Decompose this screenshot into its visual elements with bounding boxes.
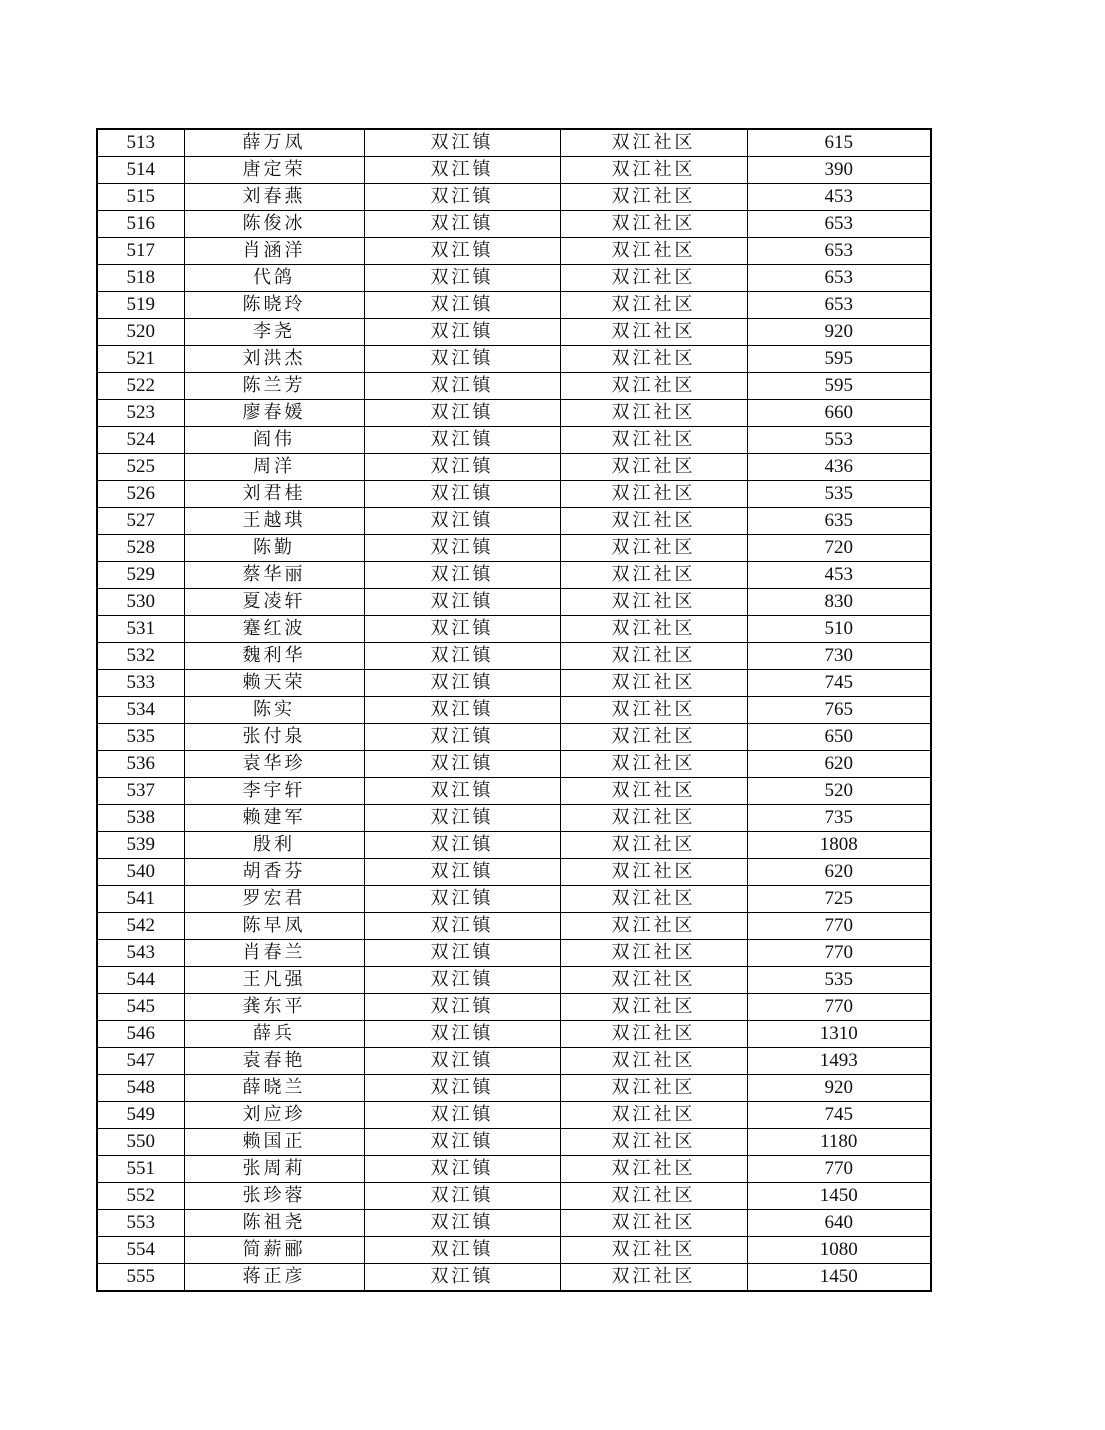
- town-cell: 双江镇: [364, 508, 560, 535]
- table-row: [97, 373, 931, 400]
- community-cell: 双江社区: [560, 1075, 747, 1102]
- table-row: [97, 292, 931, 319]
- person-name-cell: 袁春艳: [184, 1048, 364, 1075]
- town-cell: 双江镇: [364, 913, 560, 940]
- table-row: [97, 643, 931, 670]
- amount-cell: 1450: [747, 1183, 931, 1210]
- serial-number-cell: 522: [97, 373, 184, 400]
- community-cell: 双江社区: [560, 238, 747, 265]
- town-cell: 双江镇: [364, 211, 560, 238]
- serial-number-cell: 550: [97, 1129, 184, 1156]
- town-cell: 双江镇: [364, 778, 560, 805]
- amount-cell: 1080: [747, 1237, 931, 1264]
- amount-cell: 770: [747, 913, 931, 940]
- amount-cell: 390: [747, 157, 931, 184]
- table-row: [97, 1075, 931, 1102]
- amount-cell: 765: [747, 697, 931, 724]
- town-cell: 双江镇: [364, 886, 560, 913]
- serial-number-cell: 515: [97, 184, 184, 211]
- community-cell: 双江社区: [560, 211, 747, 238]
- serial-number-cell: 531: [97, 616, 184, 643]
- person-name-cell: 周洋: [184, 454, 364, 481]
- community-cell: 双江社区: [560, 1210, 747, 1237]
- amount-cell: 510: [747, 616, 931, 643]
- person-name-cell: 陈兰芳: [184, 373, 364, 400]
- community-cell: 双江社区: [560, 292, 747, 319]
- community-cell: 双江社区: [560, 697, 747, 724]
- community-cell: 双江社区: [560, 859, 747, 886]
- town-cell: 双江镇: [364, 1210, 560, 1237]
- community-cell: 双江社区: [560, 400, 747, 427]
- serial-number-cell: 537: [97, 778, 184, 805]
- town-cell: 双江镇: [364, 940, 560, 967]
- community-cell: 双江社区: [560, 265, 747, 292]
- amount-cell: 920: [747, 319, 931, 346]
- town-cell: 双江镇: [364, 346, 560, 373]
- amount-cell: 653: [747, 292, 931, 319]
- person-name-cell: 夏凌轩: [184, 589, 364, 616]
- serial-number-cell: 524: [97, 427, 184, 454]
- table-row: [97, 1156, 931, 1183]
- town-cell: 双江镇: [364, 184, 560, 211]
- amount-cell: 620: [747, 751, 931, 778]
- table-row: [97, 886, 931, 913]
- serial-number-cell: 526: [97, 481, 184, 508]
- serial-number-cell: 520: [97, 319, 184, 346]
- table-row: [97, 616, 931, 643]
- community-cell: 双江社区: [560, 670, 747, 697]
- town-cell: 双江镇: [364, 319, 560, 346]
- person-name-cell: 龚东平: [184, 994, 364, 1021]
- community-cell: 双江社区: [560, 535, 747, 562]
- table-row: [97, 562, 931, 589]
- community-cell: 双江社区: [560, 967, 747, 994]
- serial-number-cell: 548: [97, 1075, 184, 1102]
- serial-number-cell: 536: [97, 751, 184, 778]
- community-cell: 双江社区: [560, 319, 747, 346]
- community-cell: 双江社区: [560, 346, 747, 373]
- amount-cell: 650: [747, 724, 931, 751]
- table-row: [97, 211, 931, 238]
- town-cell: 双江镇: [364, 751, 560, 778]
- person-name-cell: 王凡强: [184, 967, 364, 994]
- amount-cell: 453: [747, 184, 931, 211]
- serial-number-cell: 528: [97, 535, 184, 562]
- person-name-cell: 陈早凤: [184, 913, 364, 940]
- community-cell: 双江社区: [560, 778, 747, 805]
- table-row: [97, 184, 931, 211]
- amount-cell: 1310: [747, 1021, 931, 1048]
- community-cell: 双江社区: [560, 373, 747, 400]
- table-row: [97, 1048, 931, 1075]
- community-cell: 双江社区: [560, 913, 747, 940]
- amount-cell: 745: [747, 1102, 931, 1129]
- person-name-cell: 殷利: [184, 832, 364, 859]
- amount-cell: 770: [747, 994, 931, 1021]
- table-row: [97, 1264, 931, 1292]
- table-row: [97, 535, 931, 562]
- amount-cell: 770: [747, 940, 931, 967]
- table-row: [97, 859, 931, 886]
- serial-number-cell: 549: [97, 1102, 184, 1129]
- community-cell: 双江社区: [560, 481, 747, 508]
- community-cell: 双江社区: [560, 1156, 747, 1183]
- table-row: [97, 1021, 931, 1048]
- table-row: [97, 805, 931, 832]
- town-cell: 双江镇: [364, 832, 560, 859]
- table-row: [97, 427, 931, 454]
- serial-number-cell: 552: [97, 1183, 184, 1210]
- serial-number-cell: 529: [97, 562, 184, 589]
- table-row: [97, 238, 931, 265]
- amount-cell: 620: [747, 859, 931, 886]
- town-cell: 双江镇: [364, 967, 560, 994]
- town-cell: 双江镇: [364, 670, 560, 697]
- serial-number-cell: 539: [97, 832, 184, 859]
- community-cell: 双江社区: [560, 805, 747, 832]
- roster-table: [96, 128, 932, 1292]
- person-name-cell: 蒋正彦: [184, 1264, 364, 1292]
- amount-cell: 436: [747, 454, 931, 481]
- person-name-cell: 薛晓兰: [184, 1075, 364, 1102]
- community-cell: 双江社区: [560, 1237, 747, 1264]
- town-cell: 双江镇: [364, 157, 560, 184]
- serial-number-cell: 542: [97, 913, 184, 940]
- serial-number-cell: 517: [97, 238, 184, 265]
- serial-number-cell: 547: [97, 1048, 184, 1075]
- person-name-cell: 代鸽: [184, 265, 364, 292]
- table-row: [97, 994, 931, 1021]
- person-name-cell: 薛兵: [184, 1021, 364, 1048]
- table-row: [97, 1183, 931, 1210]
- serial-number-cell: 540: [97, 859, 184, 886]
- town-cell: 双江镇: [364, 616, 560, 643]
- amount-cell: 640: [747, 1210, 931, 1237]
- serial-number-cell: 516: [97, 211, 184, 238]
- town-cell: 双江镇: [364, 1156, 560, 1183]
- roster-table-body: [97, 129, 931, 1291]
- table-row: [97, 967, 931, 994]
- table-row: [97, 508, 931, 535]
- town-cell: 双江镇: [364, 535, 560, 562]
- table-row: [97, 832, 931, 859]
- serial-number-cell: 525: [97, 454, 184, 481]
- town-cell: 双江镇: [364, 292, 560, 319]
- community-cell: 双江社区: [560, 751, 747, 778]
- serial-number-cell: 554: [97, 1237, 184, 1264]
- community-cell: 双江社区: [560, 1021, 747, 1048]
- table-row: [97, 940, 931, 967]
- table-row: [97, 481, 931, 508]
- amount-cell: 660: [747, 400, 931, 427]
- amount-cell: 453: [747, 562, 931, 589]
- serial-number-cell: 533: [97, 670, 184, 697]
- amount-cell: 653: [747, 265, 931, 292]
- amount-cell: 1493: [747, 1048, 931, 1075]
- amount-cell: 730: [747, 643, 931, 670]
- person-name-cell: 阎伟: [184, 427, 364, 454]
- town-cell: 双江镇: [364, 1237, 560, 1264]
- amount-cell: 1450: [747, 1264, 931, 1292]
- community-cell: 双江社区: [560, 616, 747, 643]
- community-cell: 双江社区: [560, 129, 747, 157]
- amount-cell: 635: [747, 508, 931, 535]
- person-name-cell: 陈晓玲: [184, 292, 364, 319]
- community-cell: 双江社区: [560, 1048, 747, 1075]
- amount-cell: 615: [747, 129, 931, 157]
- amount-cell: 745: [747, 670, 931, 697]
- serial-number-cell: 527: [97, 508, 184, 535]
- town-cell: 双江镇: [364, 1264, 560, 1292]
- serial-number-cell: 538: [97, 805, 184, 832]
- town-cell: 双江镇: [364, 697, 560, 724]
- amount-cell: 830: [747, 589, 931, 616]
- serial-number-cell: 513: [97, 129, 184, 157]
- person-name-cell: 薛万凤: [184, 129, 364, 157]
- town-cell: 双江镇: [364, 994, 560, 1021]
- amount-cell: 535: [747, 481, 931, 508]
- table-row: [97, 129, 931, 157]
- serial-number-cell: 546: [97, 1021, 184, 1048]
- community-cell: 双江社区: [560, 1129, 747, 1156]
- person-name-cell: 刘洪杰: [184, 346, 364, 373]
- table-row: [97, 400, 931, 427]
- person-name-cell: 魏利华: [184, 643, 364, 670]
- table-row: [97, 751, 931, 778]
- amount-cell: 535: [747, 967, 931, 994]
- table-row: [97, 1102, 931, 1129]
- town-cell: 双江镇: [364, 373, 560, 400]
- community-cell: 双江社区: [560, 1264, 747, 1292]
- town-cell: 双江镇: [364, 481, 560, 508]
- table-row: [97, 589, 931, 616]
- amount-cell: 1180: [747, 1129, 931, 1156]
- person-name-cell: 肖涵洋: [184, 238, 364, 265]
- town-cell: 双江镇: [364, 129, 560, 157]
- town-cell: 双江镇: [364, 1021, 560, 1048]
- amount-cell: 520: [747, 778, 931, 805]
- community-cell: 双江社区: [560, 562, 747, 589]
- serial-number-cell: 543: [97, 940, 184, 967]
- community-cell: 双江社区: [560, 940, 747, 967]
- person-name-cell: 陈祖尧: [184, 1210, 364, 1237]
- person-name-cell: 蔡华丽: [184, 562, 364, 589]
- person-name-cell: 李宇轩: [184, 778, 364, 805]
- town-cell: 双江镇: [364, 265, 560, 292]
- serial-number-cell: 545: [97, 994, 184, 1021]
- town-cell: 双江镇: [364, 1048, 560, 1075]
- table-row: [97, 778, 931, 805]
- serial-number-cell: 541: [97, 886, 184, 913]
- town-cell: 双江镇: [364, 454, 560, 481]
- town-cell: 双江镇: [364, 238, 560, 265]
- town-cell: 双江镇: [364, 562, 560, 589]
- serial-number-cell: 521: [97, 346, 184, 373]
- serial-number-cell: 534: [97, 697, 184, 724]
- serial-number-cell: 551: [97, 1156, 184, 1183]
- community-cell: 双江社区: [560, 643, 747, 670]
- serial-number-cell: 532: [97, 643, 184, 670]
- table-row: [97, 319, 931, 346]
- town-cell: 双江镇: [364, 589, 560, 616]
- community-cell: 双江社区: [560, 1102, 747, 1129]
- person-name-cell: 陈勤: [184, 535, 364, 562]
- town-cell: 双江镇: [364, 724, 560, 751]
- community-cell: 双江社区: [560, 454, 747, 481]
- amount-cell: 1808: [747, 832, 931, 859]
- community-cell: 双江社区: [560, 832, 747, 859]
- community-cell: 双江社区: [560, 157, 747, 184]
- amount-cell: 595: [747, 346, 931, 373]
- amount-cell: 595: [747, 373, 931, 400]
- town-cell: 双江镇: [364, 859, 560, 886]
- community-cell: 双江社区: [560, 427, 747, 454]
- person-name-cell: 廖春媛: [184, 400, 364, 427]
- community-cell: 双江社区: [560, 508, 747, 535]
- serial-number-cell: 544: [97, 967, 184, 994]
- serial-number-cell: 555: [97, 1264, 184, 1292]
- person-name-cell: 陈实: [184, 697, 364, 724]
- serial-number-cell: 518: [97, 265, 184, 292]
- serial-number-cell: 519: [97, 292, 184, 319]
- person-name-cell: 胡香芬: [184, 859, 364, 886]
- person-name-cell: 刘君桂: [184, 481, 364, 508]
- table-row: [97, 157, 931, 184]
- community-cell: 双江社区: [560, 994, 747, 1021]
- serial-number-cell: 514: [97, 157, 184, 184]
- serial-number-cell: 553: [97, 1210, 184, 1237]
- table-row: [97, 1210, 931, 1237]
- town-cell: 双江镇: [364, 1129, 560, 1156]
- person-name-cell: 陈俊冰: [184, 211, 364, 238]
- person-name-cell: 赖国正: [184, 1129, 364, 1156]
- person-name-cell: 王越琪: [184, 508, 364, 535]
- table-row: [97, 454, 931, 481]
- person-name-cell: 肖春兰: [184, 940, 364, 967]
- person-name-cell: 袁华珍: [184, 751, 364, 778]
- serial-number-cell: 523: [97, 400, 184, 427]
- person-name-cell: 唐定荣: [184, 157, 364, 184]
- table-row: [97, 913, 931, 940]
- table-row: [97, 724, 931, 751]
- table-row: [97, 346, 931, 373]
- table-row: [97, 670, 931, 697]
- amount-cell: 653: [747, 211, 931, 238]
- town-cell: 双江镇: [364, 1183, 560, 1210]
- town-cell: 双江镇: [364, 400, 560, 427]
- table-row: [97, 1237, 931, 1264]
- serial-number-cell: 530: [97, 589, 184, 616]
- town-cell: 双江镇: [364, 427, 560, 454]
- person-name-cell: 李尧: [184, 319, 364, 346]
- community-cell: 双江社区: [560, 589, 747, 616]
- town-cell: 双江镇: [364, 643, 560, 670]
- person-name-cell: 蹇红波: [184, 616, 364, 643]
- community-cell: 双江社区: [560, 886, 747, 913]
- amount-cell: 725: [747, 886, 931, 913]
- table-row: [97, 1129, 931, 1156]
- person-name-cell: 赖天荣: [184, 670, 364, 697]
- person-name-cell: 张周莉: [184, 1156, 364, 1183]
- community-cell: 双江社区: [560, 724, 747, 751]
- person-name-cell: 赖建军: [184, 805, 364, 832]
- person-name-cell: 刘应珍: [184, 1102, 364, 1129]
- community-cell: 双江社区: [560, 184, 747, 211]
- amount-cell: 653: [747, 238, 931, 265]
- town-cell: 双江镇: [364, 805, 560, 832]
- person-name-cell: 张珍蓉: [184, 1183, 364, 1210]
- amount-cell: 920: [747, 1075, 931, 1102]
- amount-cell: 735: [747, 805, 931, 832]
- person-name-cell: 刘春燕: [184, 184, 364, 211]
- person-name-cell: 简薪郦: [184, 1237, 364, 1264]
- table-row: [97, 265, 931, 292]
- person-name-cell: 张付泉: [184, 724, 364, 751]
- amount-cell: 553: [747, 427, 931, 454]
- town-cell: 双江镇: [364, 1102, 560, 1129]
- table-row: [97, 697, 931, 724]
- town-cell: 双江镇: [364, 1075, 560, 1102]
- person-name-cell: 罗宏君: [184, 886, 364, 913]
- serial-number-cell: 535: [97, 724, 184, 751]
- amount-cell: 720: [747, 535, 931, 562]
- amount-cell: 770: [747, 1156, 931, 1183]
- community-cell: 双江社区: [560, 1183, 747, 1210]
